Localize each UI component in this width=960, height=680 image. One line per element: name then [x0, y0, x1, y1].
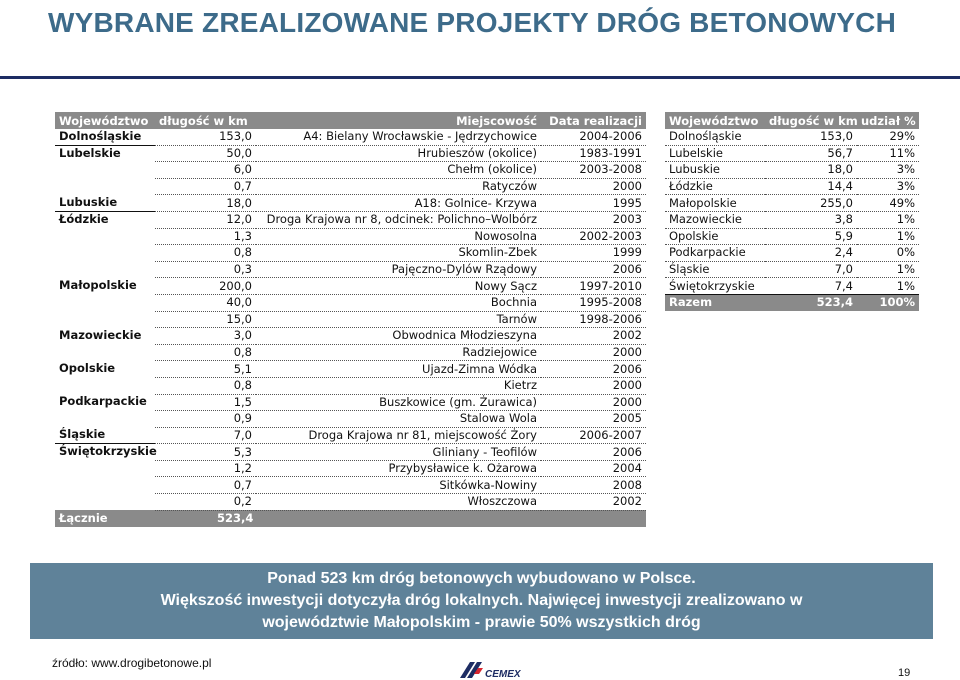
table-row — [55, 145, 646, 162]
place-cell: Skomlin-Zbek — [256, 245, 541, 262]
table-row — [55, 278, 646, 295]
date-cell: 1983-1991 — [541, 145, 646, 162]
km-cell: 0,8 — [155, 344, 256, 361]
table-row — [55, 129, 646, 145]
summary-region-cell: Mazowieckie — [665, 211, 765, 228]
info-box — [30, 563, 933, 639]
summary-row — [665, 195, 919, 212]
region-cell: Łódzkie — [59, 211, 109, 226]
summary-col-region: Województwo — [665, 112, 765, 129]
summary-km-cell: 5,9 — [765, 228, 857, 245]
page-title: WYBRANE ZREALIZOWANE PROJEKTY DRÓG BETONOWYCH — [48, 7, 897, 38]
date-cell: 2008 — [541, 477, 646, 494]
date-cell: 2005 — [541, 411, 646, 428]
summary-row — [665, 245, 919, 262]
table-row — [55, 361, 646, 378]
summary-col-share: udział % — [857, 112, 919, 129]
summary-region-cell: Dolnośląskie — [665, 129, 765, 145]
summary-row — [665, 261, 919, 278]
summary-share-cell: 29% — [857, 129, 919, 145]
summary-share-cell: 1% — [857, 228, 919, 245]
km-cell: 6,0 — [155, 162, 256, 179]
date-cell: 2006 — [541, 444, 646, 461]
region-cell: Śląskie — [55, 427, 155, 444]
summary-region-cell: Łódzkie — [665, 178, 765, 195]
place-cell: Nowy Sącz — [256, 278, 541, 295]
summary-col-length: długość w km — [765, 112, 857, 129]
place-cell: Sitkówka-Nowiny — [256, 477, 541, 494]
page-number: 19 — [898, 667, 911, 679]
summary-region-cell: Opolskie — [665, 228, 765, 245]
summary-row — [665, 278, 919, 295]
km-cell: 7,0 — [155, 427, 256, 444]
table-row — [55, 427, 646, 444]
date-cell: 2002 — [541, 494, 646, 511]
place-cell: Tarnów — [256, 311, 541, 328]
total-empty-cell — [541, 510, 646, 527]
date-cell: 1995-2008 — [541, 294, 646, 311]
date-cell: 2002-2003 — [541, 228, 646, 245]
col-header-date: Data realizacji — [541, 112, 646, 129]
km-cell: 50,0 — [155, 145, 256, 162]
summary-total-row — [665, 294, 919, 311]
place-cell: Chełm (okolice) — [256, 162, 541, 179]
km-cell: 15,0 — [155, 311, 256, 328]
summary-region-cell: Podkarpackie — [665, 245, 765, 262]
summary-km-cell: 7,4 — [765, 278, 857, 295]
km-cell: 0,9 — [155, 411, 256, 428]
place-cell: Radziejowice — [256, 344, 541, 361]
total-row — [55, 510, 646, 527]
km-cell: 1,2 — [155, 460, 256, 477]
km-cell: 40,0 — [155, 294, 256, 311]
region-cell: Świętokrzyskie — [59, 444, 157, 459]
region-cell: Mazowieckie — [59, 327, 142, 342]
place-cell: Droga Krajowa nr 81, miejscowość Żory — [256, 427, 541, 444]
place-cell: A18: Golnice- Krzywa — [256, 195, 541, 212]
date-cell: 2003-2008 — [541, 162, 646, 179]
summary-share-cell: 1% — [857, 261, 919, 278]
date-cell: 2000 — [541, 178, 646, 195]
date-cell: 1999 — [541, 245, 646, 262]
region-cell: Małopolskie — [59, 277, 137, 292]
summary-share-cell: 1% — [857, 278, 919, 295]
km-cell: 1,3 — [155, 228, 256, 245]
date-cell: 1997-2010 — [541, 278, 646, 295]
km-cell: 0,8 — [155, 377, 256, 394]
info-line-2: Większość inwestycji dotyczyła dróg lokalnych. Najwięcej inwestycji zrealizowano w — [160, 592, 803, 609]
km-cell: 3,0 — [155, 328, 256, 345]
region-cell: Lubelskie — [59, 145, 121, 160]
km-cell: 0,2 — [155, 494, 256, 511]
projects-table-header — [55, 112, 646, 129]
date-cell: 2002 — [541, 328, 646, 345]
summary-region-cell: Śląskie — [665, 261, 765, 278]
date-cell: 2004-2006 — [541, 129, 646, 145]
place-cell: Włoszczowa — [256, 494, 541, 511]
info-line-3: województwie Małopolskim - prawie 50% wszystkich dróg — [262, 614, 701, 631]
total-empty-cell — [256, 510, 541, 527]
km-cell: 1,5 — [155, 394, 256, 411]
summary-region-cell: Małopolskie — [665, 195, 765, 212]
summary-share-cell: 11% — [857, 145, 919, 162]
place-cell: Kietrz — [256, 377, 541, 394]
summary-share-cell: 3% — [857, 162, 919, 179]
place-cell: Nowosolna — [256, 228, 541, 245]
date-cell: 2000 — [541, 394, 646, 411]
summary-row — [665, 211, 919, 228]
summary-row — [665, 129, 919, 145]
summary-share-cell: 49% — [857, 195, 919, 212]
place-cell: Ujazd-Zimna Wódka — [256, 361, 541, 378]
place-cell: Buszkowice (gm. Żurawica) — [256, 394, 541, 411]
table-row — [55, 394, 646, 411]
place-cell: Ratyczów — [256, 178, 541, 195]
place-cell: Przybysławice k. Ożarowa — [256, 460, 541, 477]
summary-km-cell: 153,0 — [765, 129, 857, 145]
km-cell: 12,0 — [155, 211, 256, 228]
summary-region-cell: Świętokrzyskie — [665, 278, 765, 295]
km-cell: 18,0 — [155, 195, 256, 212]
date-cell: 1998-2006 — [541, 311, 646, 328]
summary-km-cell: 56,7 — [765, 145, 857, 162]
place-cell: A4: Bielany Wrocławskie - Jędrzychowice — [256, 129, 541, 145]
summary-km-cell: 14,4 — [765, 178, 857, 195]
date-cell: 1995 — [541, 195, 646, 212]
table-row — [55, 444, 646, 461]
summary-table — [665, 112, 919, 311]
km-cell: 5,1 — [155, 361, 256, 378]
table-row — [55, 211, 646, 228]
summary-km-cell: 2,4 — [765, 245, 857, 262]
projects-table — [55, 112, 646, 527]
summary-share-cell: 1% — [857, 211, 919, 228]
date-cell: 2006-2007 — [541, 427, 646, 444]
km-cell: 153,0 — [155, 129, 256, 145]
summary-total-label: Razem — [665, 294, 765, 311]
date-cell: 2003 — [541, 211, 646, 228]
place-cell: Bochnia — [256, 294, 541, 311]
summary-total-share: 100% — [857, 294, 919, 311]
cemex-logo — [458, 660, 528, 680]
km-cell: 5,3 — [155, 444, 256, 461]
place-cell: Gliniany - Teofilów — [256, 444, 541, 461]
date-cell: 2006 — [541, 361, 646, 378]
place-cell: Stalowa Wola — [256, 411, 541, 428]
summary-km-cell: 7,0 — [765, 261, 857, 278]
summary-km-cell: 255,0 — [765, 195, 857, 212]
info-line-1: Ponad 523 km dróg betonowych wybudowano w Polsce. — [267, 570, 696, 587]
col-header-place: Miejscowość — [256, 112, 541, 129]
summary-row — [665, 178, 919, 195]
place-cell: Droga Krajowa nr 8, odcinek: Polichno–Wolbórz — [256, 211, 541, 228]
region-cell: Dolnośląskie — [55, 129, 155, 145]
summary-row — [665, 145, 919, 162]
km-cell: 0,8 — [155, 245, 256, 262]
region-cell: Opolskie — [59, 360, 116, 375]
date-cell: 2000 — [541, 377, 646, 394]
total-label: Łącznie — [55, 510, 155, 527]
col-header-length: długość w km — [155, 112, 256, 129]
summary-row — [665, 228, 919, 245]
col-header-region: Województwo — [55, 112, 155, 129]
place-cell: Obwodnica Młodzieszyna — [256, 328, 541, 345]
region-cell: Lubuskie — [55, 195, 155, 212]
date-cell: 2004 — [541, 460, 646, 477]
total-km: 523,4 — [155, 510, 256, 527]
summary-km-cell: 3,8 — [765, 211, 857, 228]
summary-row — [665, 162, 919, 179]
place-cell: Pajęczno-Dylów Rządowy — [256, 261, 541, 278]
place-cell: Hrubieszów (okolice) — [256, 145, 541, 162]
date-cell: 2000 — [541, 344, 646, 361]
summary-total-km: 523,4 — [765, 294, 857, 311]
table-row — [55, 195, 646, 212]
km-cell: 0,3 — [155, 261, 256, 278]
cemex-logo-text: CEMEX — [485, 669, 521, 680]
date-cell: 2006 — [541, 261, 646, 278]
summary-share-cell: 0% — [857, 245, 919, 262]
summary-km-cell: 18,0 — [765, 162, 857, 179]
summary-table-header — [665, 112, 919, 129]
summary-region-cell: Lubelskie — [665, 145, 765, 162]
km-cell: 0,7 — [155, 178, 256, 195]
km-cell: 200,0 — [155, 278, 256, 295]
region-cell: Podkarpackie — [59, 394, 147, 408]
summary-share-cell: 3% — [857, 178, 919, 195]
title-divider — [0, 76, 960, 79]
km-cell: 0,7 — [155, 477, 256, 494]
source-note: źródło: www.drogibetonowe.pl — [52, 656, 212, 670]
summary-region-cell: Lubuskie — [665, 162, 765, 179]
table-row — [55, 328, 646, 345]
